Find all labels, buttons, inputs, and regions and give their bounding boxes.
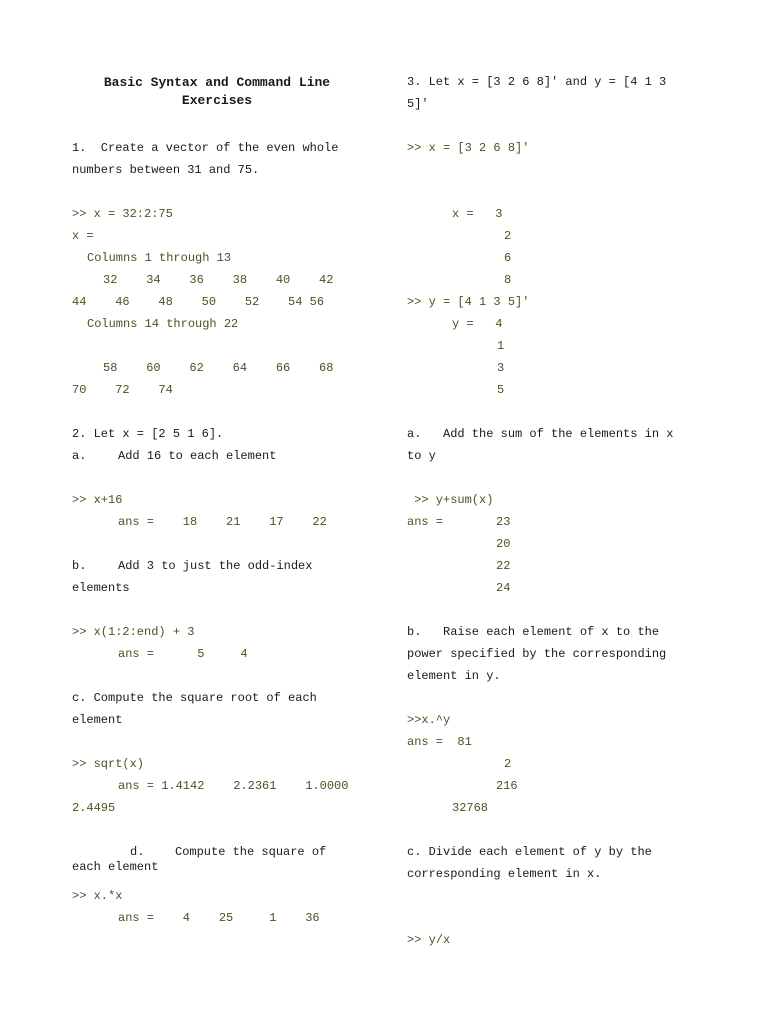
q3-command-x: >> x = [3 2 6 8]' bbox=[407, 141, 530, 155]
q2c-answer-2: 2.4495 bbox=[72, 801, 116, 815]
q3c-command: >> y/x bbox=[407, 933, 451, 947]
q1-values-1: 32 34 36 38 40 42 bbox=[103, 273, 334, 287]
q1-text: 1. Create a vector of the even whole bbox=[72, 141, 339, 155]
q3-x-3: 6 bbox=[504, 251, 512, 265]
q3a-v1: 23 bbox=[496, 515, 511, 529]
q1-values-2: 44 46 48 50 52 54 56 bbox=[72, 295, 325, 309]
q2c-answer: ans = 1.4142 2.2361 1.0000 bbox=[118, 779, 349, 793]
q3a-text: a. Add the sum of the elements in x bbox=[407, 427, 674, 441]
q2d-text-2: each element bbox=[72, 860, 159, 874]
q3-output-y: y = 4 bbox=[452, 317, 503, 331]
q3b-text-2: power specified by the corresponding bbox=[407, 647, 667, 661]
q3b-command: >>x.^y bbox=[407, 713, 451, 727]
q3b-text-3: element in y. bbox=[407, 669, 501, 683]
q2b-command: >> x(1:2:end) + 3 bbox=[72, 625, 195, 639]
q2a-command: >> x+16 bbox=[72, 493, 123, 507]
q3a-answer: ans = bbox=[407, 515, 444, 529]
q1-values-4: 70 72 74 bbox=[72, 383, 173, 397]
q3b-v2: 2 bbox=[504, 757, 512, 771]
q3-y-3: 3 bbox=[497, 361, 505, 375]
q2a-label: a. bbox=[72, 449, 87, 463]
q3a-v3: 22 bbox=[496, 559, 511, 573]
q1-columns-2: Columns 14 through 22 bbox=[87, 317, 239, 331]
q3a-command: >> y+sum(x) bbox=[407, 493, 494, 507]
q2b-text: Add 3 to just the odd-index bbox=[118, 559, 313, 573]
q3-text: 3. Let x = [3 2 6 8]' and y = [4 1 3 bbox=[407, 75, 667, 89]
q3-x-2: 2 bbox=[504, 229, 512, 243]
q3b-answer: ans = 81 bbox=[407, 735, 472, 749]
q3-y-2: 1 bbox=[497, 339, 505, 353]
q3c-text-2: corresponding element in x. bbox=[407, 867, 602, 881]
q3-y-4: 5 bbox=[497, 383, 505, 397]
q1-values-3: 58 60 62 64 66 68 bbox=[103, 361, 334, 375]
q2b-label: b. bbox=[72, 559, 87, 573]
q3b-v3: 216 bbox=[496, 779, 518, 793]
q3-x-4: 8 bbox=[504, 273, 512, 287]
q2d-command: >> x.*x bbox=[72, 889, 123, 903]
q3-command-y: >> y = [4 1 3 5]' bbox=[407, 295, 530, 309]
q1-text-2: numbers between 31 and 75. bbox=[72, 163, 260, 177]
q2d-text: Compute the square of bbox=[175, 845, 327, 859]
q3-output-x: x = 3 bbox=[452, 207, 503, 221]
q3b-text: b. Raise each element of x to the bbox=[407, 625, 660, 639]
q1-output-x: x = bbox=[72, 229, 94, 243]
q3-text-2: 5]' bbox=[407, 97, 429, 111]
q3a-v2: 20 bbox=[496, 537, 511, 551]
title-line-2: Exercises bbox=[181, 93, 253, 108]
title-line-1: Basic Syntax and Command Line bbox=[103, 75, 331, 90]
q2-text: 2. Let x = [2 5 1 6]. bbox=[72, 427, 224, 441]
q2c-text-2: element bbox=[72, 713, 123, 727]
q3b-v4: 32768 bbox=[452, 801, 489, 815]
q3c-text: c. Divide each element of y by the bbox=[407, 845, 652, 859]
q3a-text-2: to y bbox=[407, 449, 436, 463]
q2a-answer: ans = 18 21 17 22 bbox=[118, 515, 327, 529]
q3a-v4: 24 bbox=[496, 581, 511, 595]
q1-command: >> x = 32:2:75 bbox=[72, 207, 173, 221]
q2c-command: >> sqrt(x) bbox=[72, 757, 145, 771]
q2d-answer: ans = 4 25 1 36 bbox=[118, 911, 320, 925]
q2a-text: Add 16 to each element bbox=[118, 449, 277, 463]
q2b-answer: ans = 5 4 bbox=[118, 647, 248, 661]
q1-columns-1: Columns 1 through 13 bbox=[87, 251, 232, 265]
page-title bbox=[72, 74, 362, 110]
q2c-text: c. Compute the square root of each bbox=[72, 691, 317, 705]
q2d-label: d. bbox=[130, 845, 145, 859]
q2b-text-2: elements bbox=[72, 581, 130, 595]
